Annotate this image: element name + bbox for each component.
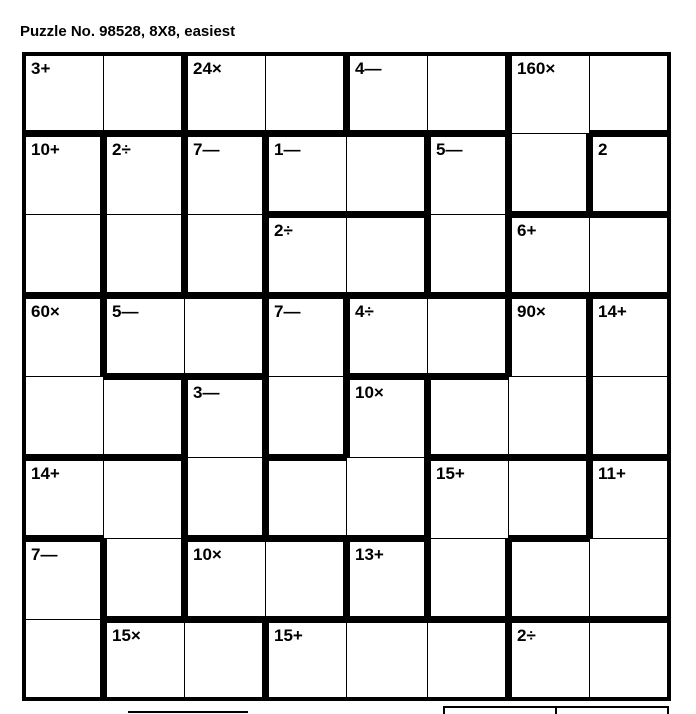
grid-cell[interactable] (427, 457, 509, 539)
grid-cell[interactable] (22, 52, 104, 134)
grid-cell[interactable] (427, 214, 509, 296)
grid-cell[interactable] (22, 619, 104, 701)
grid-cell[interactable] (22, 376, 104, 458)
grid-cell[interactable] (22, 295, 104, 377)
cage-clue: 11+ (598, 464, 626, 483)
grid-cell[interactable] (589, 52, 671, 134)
cage-clue: 60× (31, 302, 60, 321)
grid-cell[interactable] (508, 214, 590, 296)
cage-clue: 90× (517, 302, 546, 321)
grid-cell[interactable] (103, 376, 185, 458)
grid-cell[interactable] (103, 457, 185, 539)
cage-clue: 15+ (436, 464, 465, 483)
grid-cell[interactable] (589, 133, 671, 215)
cage-clue: 2÷ (112, 140, 131, 159)
cage-clue: 2÷ (274, 221, 293, 240)
grid-cell[interactable] (508, 133, 590, 215)
cage-clue: 7— (31, 545, 58, 564)
grid-cell[interactable] (508, 376, 590, 458)
grid-cell[interactable] (346, 457, 428, 539)
grid-cell[interactable] (508, 295, 590, 377)
grid-cell[interactable] (22, 538, 104, 620)
grid-cell[interactable] (103, 52, 185, 134)
cage-clue: 13+ (355, 545, 384, 564)
grid-cell[interactable] (589, 214, 671, 296)
cage-clue: 6+ (517, 221, 537, 240)
grid-cell[interactable] (346, 133, 428, 215)
grid-cell[interactable] (103, 538, 185, 620)
grid-cell[interactable] (22, 214, 104, 296)
grid-cell[interactable] (346, 214, 428, 296)
cage-clue: 1— (274, 140, 301, 159)
grid-cell[interactable] (103, 133, 185, 215)
grid-cell[interactable] (184, 295, 266, 377)
cage-clue: 3— (193, 383, 220, 402)
grid-cell[interactable] (508, 457, 590, 539)
cage-clue: 5— (112, 302, 139, 321)
grid-cell[interactable] (22, 133, 104, 215)
grid-cell[interactable] (427, 133, 509, 215)
cage-clue: 2÷ (517, 626, 536, 645)
grid-cell[interactable] (265, 538, 347, 620)
grid-cell[interactable] (265, 214, 347, 296)
grid-cell[interactable] (589, 619, 671, 701)
grid-cell[interactable] (427, 376, 509, 458)
grid-cell[interactable] (589, 457, 671, 539)
cage-clue: 15× (112, 626, 141, 645)
puzzle-title: Puzzle No. 98528, 8X8, easiest (20, 23, 236, 40)
grid-cell[interactable] (184, 376, 266, 458)
grid-cell[interactable] (265, 295, 347, 377)
cage-clue: 10+ (31, 140, 60, 159)
grid-cell[interactable] (103, 619, 185, 701)
grid-cell[interactable] (508, 619, 590, 701)
grid-cell[interactable] (265, 457, 347, 539)
grid-cell[interactable] (184, 214, 266, 296)
cage-clue: 10× (355, 383, 384, 402)
grid-cell[interactable] (427, 619, 509, 701)
grid-cell[interactable] (346, 619, 428, 701)
grid-cell[interactable] (184, 538, 266, 620)
grid-cell[interactable] (265, 619, 347, 701)
grid-cell[interactable] (346, 52, 428, 134)
bottom-tick-2 (555, 706, 557, 714)
grid-cell[interactable] (22, 457, 104, 539)
cage-clue: 2 (598, 140, 608, 159)
grid-cell[interactable] (265, 376, 347, 458)
grid-cell[interactable] (103, 214, 185, 296)
grid-cell[interactable] (589, 295, 671, 377)
grid-cell[interactable] (184, 133, 266, 215)
cage-clue: 14+ (598, 302, 627, 321)
grid-cell[interactable] (346, 376, 428, 458)
cage-clue: 4— (355, 59, 382, 78)
grid-cell[interactable] (427, 295, 509, 377)
bottom-rule-left (128, 711, 248, 713)
cage-clue: 15+ (274, 626, 303, 645)
cage-clue: 10× (193, 545, 222, 564)
grid-cell[interactable] (427, 52, 509, 134)
bottom-tick-3 (667, 706, 669, 714)
cage-clue: 3+ (31, 59, 51, 78)
cage-clue: 7— (193, 140, 220, 159)
grid-cell[interactable] (184, 619, 266, 701)
grid-cell[interactable] (184, 52, 266, 134)
cage-clue: 14+ (31, 464, 60, 483)
cage-clue: 7— (274, 302, 301, 321)
grid-cell[interactable] (508, 538, 590, 620)
grid-cell[interactable] (589, 376, 671, 458)
cage-clue: 160× (517, 59, 556, 78)
cage-clue: 5— (436, 140, 463, 159)
bottom-tick-1 (443, 706, 445, 714)
grid-cell[interactable] (589, 538, 671, 620)
grid-cell[interactable] (508, 52, 590, 134)
cage-clue: 24× (193, 59, 222, 78)
grid-cell[interactable] (265, 52, 347, 134)
kenken-grid (22, 52, 670, 700)
grid-cell[interactable] (346, 295, 428, 377)
grid-cell[interactable] (184, 457, 266, 539)
grid-cell[interactable] (265, 133, 347, 215)
grid-cell[interactable] (427, 538, 509, 620)
grid-cell[interactable] (346, 538, 428, 620)
grid-cell[interactable] (103, 295, 185, 377)
cage-clue: 4÷ (355, 302, 374, 321)
